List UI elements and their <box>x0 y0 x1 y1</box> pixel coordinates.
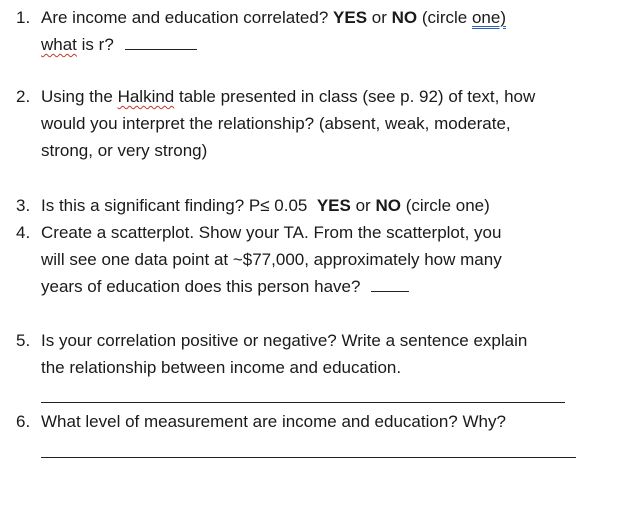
question-number: 1. <box>16 8 31 27</box>
question-5 <box>16 327 615 381</box>
answer-blank[interactable] <box>125 35 197 50</box>
or-text: or <box>355 196 371 215</box>
question-text: Is your correlation positive or negative? Write a sentence explain <box>41 331 528 350</box>
answer-blank[interactable] <box>371 277 409 292</box>
question-3 <box>16 192 615 219</box>
circle-instruction: (circle one) <box>405 196 490 215</box>
question-number: 6. <box>16 412 31 431</box>
question-2 <box>16 83 615 164</box>
question-text: Are income and education correlated? <box>41 8 329 27</box>
answer-line[interactable] <box>41 402 565 403</box>
spell-flagged-text: what <box>41 35 77 54</box>
grammar-flagged-text: one) <box>471 8 506 27</box>
question-text: Create a scatterplot. Show your TA. From the scatterplot, you <box>41 223 502 242</box>
spell-flagged-text: Halkind <box>117 87 175 106</box>
question-number: 2. <box>16 87 31 106</box>
question-6 <box>16 408 615 435</box>
no-option[interactable]: NO <box>375 196 401 215</box>
question-number: 3. <box>16 196 31 215</box>
or-text: or <box>371 8 387 27</box>
yes-option[interactable]: YES <box>316 196 351 215</box>
question-text: table presented in class (see p. 92) of text, how <box>179 87 536 106</box>
no-option[interactable]: NO <box>391 8 418 27</box>
question-text: will see one data point at ~$77,000, approximately how many <box>41 250 502 269</box>
question-text: the relationship between income and education. <box>41 358 402 377</box>
question-1 <box>16 4 615 58</box>
question-text: is r? <box>81 35 114 54</box>
circle-instruction: (circle <box>421 8 468 27</box>
question-4 <box>16 219 615 300</box>
question-text: would you interpret the relationship? (absent, weak, moderate, <box>41 114 511 133</box>
question-text: strong, or very strong) <box>41 141 208 160</box>
question-number: 5. <box>16 331 31 350</box>
question-text: Using the <box>41 87 113 106</box>
question-text: Is this a significant finding? P≤ 0.05 <box>41 196 308 215</box>
answer-line[interactable] <box>41 457 576 458</box>
question-text: years of education does this person have? <box>41 277 361 296</box>
yes-option[interactable]: YES <box>333 8 368 27</box>
question-number: 4. <box>16 223 31 242</box>
question-text: What level of measurement are income and education? Why? <box>41 412 506 431</box>
